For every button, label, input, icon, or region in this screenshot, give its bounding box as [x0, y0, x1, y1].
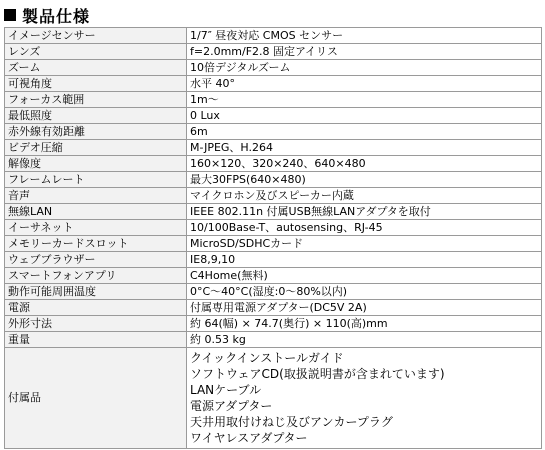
spec-value: 0°C〜40°C(湿度:0〜80%以内) — [187, 284, 542, 300]
spec-value: C4Home(無料) — [187, 268, 542, 284]
spec-value: IE8,9,10 — [187, 252, 542, 268]
spec-value: マイクロホン及びスピーカー内蔵 — [187, 188, 542, 204]
spec-label: 最低照度 — [5, 108, 187, 124]
accessories-row — [5, 348, 542, 449]
table-row — [5, 172, 542, 188]
spec-value: MicroSD/SDHCカード — [187, 236, 542, 252]
spec-label: イメージセンサー — [5, 28, 187, 44]
spec-value: 10倍デジタルズーム — [187, 60, 542, 76]
table-row — [5, 124, 542, 140]
accessory-item: LANケーブル — [190, 383, 262, 397]
table-row — [5, 76, 542, 92]
table-row — [5, 60, 542, 76]
spec-label: ズーム — [5, 60, 187, 76]
spec-label: 無線LAN — [5, 204, 187, 220]
accessories-list — [187, 348, 542, 449]
spec-label: フレームレート — [5, 172, 187, 188]
spec-value: 160×120、320×240、640×480 — [187, 156, 542, 172]
spec-value: f=2.0mm/F2.8 固定アイリス — [187, 44, 542, 60]
accessory-item: ワイヤレスアダプター — [190, 431, 308, 445]
black-square-icon — [4, 9, 16, 21]
spec-label: 外形寸法 — [5, 316, 187, 332]
spec-value: M-JPEG、H.264 — [187, 140, 542, 156]
section-title: 製品仕様 — [22, 6, 91, 26]
spec-value: IEEE 802.11n 付属USB無線LANアダプタを取付 — [187, 204, 542, 220]
table-row — [5, 300, 542, 316]
spec-label: レンズ — [5, 44, 187, 60]
spec-table — [4, 27, 542, 449]
spec-label: 音声 — [5, 188, 187, 204]
spec-label: 重量 — [5, 332, 187, 348]
table-row — [5, 44, 542, 60]
accessories-label: 付属品 — [5, 348, 187, 449]
table-row — [5, 28, 542, 44]
table-row — [5, 252, 542, 268]
spec-label: イーサネット — [5, 220, 187, 236]
spec-value: 約 0.53 kg — [187, 332, 542, 348]
spec-value: 6m — [187, 124, 542, 140]
accessory-item: ソフトウェアCD(取扱説明書が含まれています) — [190, 367, 445, 381]
spec-value: 水平 40° — [187, 76, 542, 92]
spec-label: 電源 — [5, 300, 187, 316]
table-row — [5, 236, 542, 252]
spec-value: 10/100Base-T、autosensing、RJ-45 — [187, 220, 542, 236]
spec-value: 付属専用電源アダプター(DC5V 2A) — [187, 300, 542, 316]
spec-value: 最大30FPS(640×480) — [187, 172, 542, 188]
spec-label: ビデオ圧縮 — [5, 140, 187, 156]
spec-label: 動作可能周囲温度 — [5, 284, 187, 300]
spec-value: 1m〜 — [187, 92, 542, 108]
spec-label: メモリーカードスロット — [5, 236, 187, 252]
spec-value: 約 64(幅) × 74.7(奥行) × 110(高)mm — [187, 316, 542, 332]
table-row — [5, 156, 542, 172]
table-row — [5, 92, 542, 108]
accessory-item: 電源アダプター — [190, 399, 273, 413]
spec-label: ウェブブラウザー — [5, 252, 187, 268]
table-row — [5, 284, 542, 300]
table-row — [5, 204, 542, 220]
table-row — [5, 332, 542, 348]
spec-label: 可視角度 — [5, 76, 187, 92]
spec-label: スマートフォンアプリ — [5, 268, 187, 284]
spec-label: フォーカス範囲 — [5, 92, 187, 108]
table-row — [5, 140, 542, 156]
table-row — [5, 268, 542, 284]
spec-value: 0 Lux — [187, 108, 542, 124]
table-row — [5, 316, 542, 332]
accessory-item: 天井用取付けねじ及びアンカープラグ — [190, 415, 393, 429]
section-header — [4, 4, 90, 26]
table-row — [5, 220, 542, 236]
spec-label: 解像度 — [5, 156, 187, 172]
spec-value: 1/7″ 昼夜対応 CMOS センサー — [187, 28, 542, 44]
table-row — [5, 108, 542, 124]
accessory-item: クイックインストールガイド — [190, 351, 344, 365]
spec-label: 赤外線有効距離 — [5, 124, 187, 140]
table-row — [5, 188, 542, 204]
